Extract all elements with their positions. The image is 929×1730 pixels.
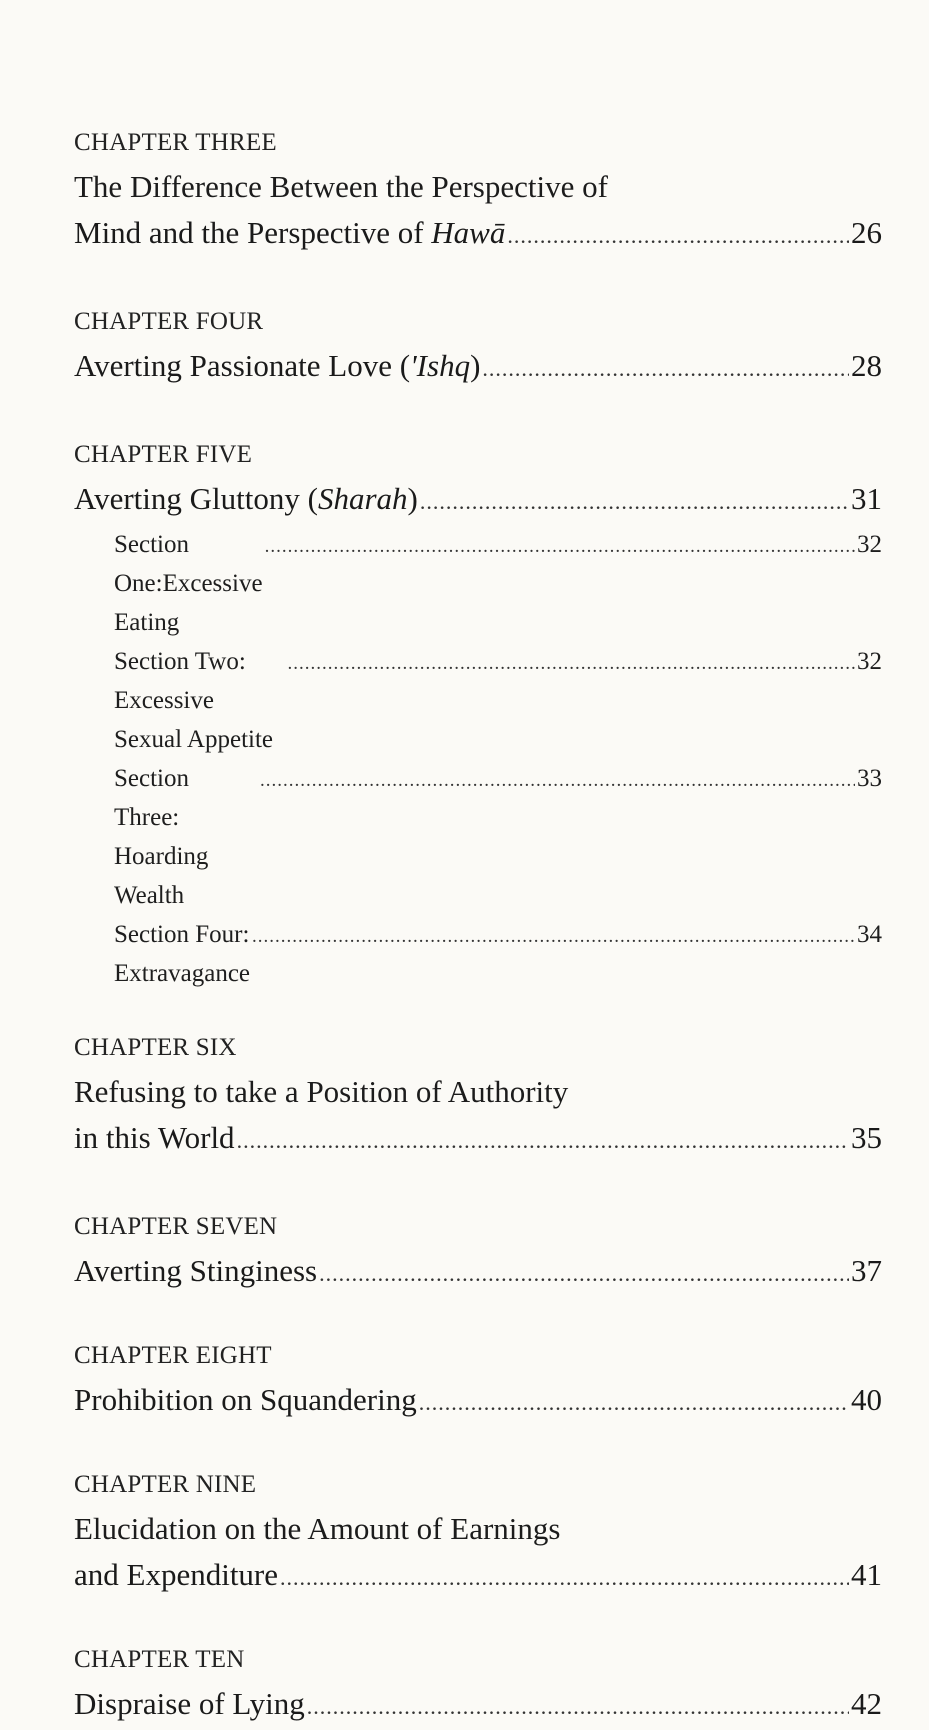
page-number: 37: [851, 1253, 882, 1288]
page-number: 32: [857, 648, 882, 675]
page-number: 28: [851, 348, 882, 383]
dot-leader: [482, 346, 849, 392]
section-entry[interactable]: [74, 915, 882, 993]
page-number: 41: [851, 1557, 882, 1592]
chapter-nine: [74, 1470, 882, 1601]
page-number: 33: [857, 765, 882, 792]
section-entry[interactable]: [74, 642, 882, 759]
chapter-title-line1: The Difference Between the Perspective of: [74, 169, 608, 204]
chapter-title-line2: Mind and the Perspective of Hawā: [74, 215, 506, 250]
chapter-label: CHAPTER EIGHT: [74, 1342, 272, 1369]
dot-leader: [280, 1555, 849, 1601]
chapter-title-line1: Elucidation on the Amount of Earnings: [74, 1511, 561, 1546]
chapter-title-line1: Refusing to take a Position of Authority: [74, 1074, 569, 1109]
section-title: Section Three: Hoarding Wealth: [114, 765, 209, 909]
dot-leader: [265, 527, 855, 566]
chapter-title-line2: in this World: [74, 1120, 235, 1155]
dot-leader: [260, 761, 855, 800]
chapter-label: CHAPTER TEN: [74, 1646, 245, 1673]
page-number: 31: [851, 481, 882, 516]
chapter-title: Averting Passionate Love ('Ishq): [74, 348, 481, 383]
dot-leader: [420, 479, 849, 525]
page-number: 35: [851, 1120, 882, 1155]
toc-entry[interactable]: [74, 1552, 882, 1601]
chapter-ten: [74, 1645, 882, 1730]
toc-entry[interactable]: [74, 1681, 882, 1730]
page-number: 40: [851, 1382, 882, 1417]
chapter-label: CHAPTER THREE: [74, 129, 277, 156]
page-number: 26: [851, 215, 882, 250]
dot-leader: [252, 917, 855, 956]
chapter-label: CHAPTER NINE: [74, 1471, 257, 1498]
page-number: 34: [857, 921, 882, 948]
chapter-label: CHAPTER FIVE: [74, 441, 253, 468]
chapter-title: Averting Gluttony (Sharah): [74, 481, 418, 516]
section-title: Section Two: Excessive Sexual Appetite: [114, 648, 273, 753]
chapter-label: CHAPTER SIX: [74, 1034, 237, 1061]
section-entry[interactable]: [74, 525, 882, 642]
chapter-eight: [74, 1341, 882, 1426]
chapter-title: Prohibition on Squandering: [74, 1382, 417, 1417]
dot-leader: [419, 1380, 849, 1426]
page-number: 42: [851, 1686, 882, 1721]
section-title: Section Four: Extravagance: [114, 921, 251, 987]
chapter-four: [74, 307, 882, 392]
chapter-three: [74, 128, 882, 259]
toc-entry[interactable]: [74, 1115, 882, 1164]
dot-leader: [237, 1118, 849, 1164]
chapter-six: [74, 1033, 882, 1164]
chapter-label: CHAPTER SEVEN: [74, 1213, 278, 1240]
table-of-contents: [74, 128, 882, 1730]
dot-leader: [288, 644, 855, 683]
chapter-title: Averting Stinginess: [74, 1253, 318, 1288]
toc-entry[interactable]: [74, 210, 882, 259]
dot-leader: [319, 1251, 849, 1297]
chapter-five: [74, 440, 882, 993]
dot-leader: [507, 213, 849, 259]
chapter-label: CHAPTER FOUR: [74, 308, 264, 335]
toc-entry[interactable]: [74, 1377, 882, 1426]
section-entry[interactable]: [74, 759, 882, 915]
page-number: 32: [857, 531, 882, 558]
section-title: Section One:Excessive Eating: [114, 531, 263, 636]
dot-leader: [307, 1684, 849, 1730]
chapter-title: Dispraise of Lying: [74, 1686, 305, 1721]
toc-entry[interactable]: [74, 476, 882, 525]
toc-entry[interactable]: [74, 343, 882, 392]
chapter-title-line2: and Expenditure: [74, 1557, 279, 1592]
chapter-seven: [74, 1212, 882, 1297]
toc-entry[interactable]: [74, 1248, 882, 1297]
